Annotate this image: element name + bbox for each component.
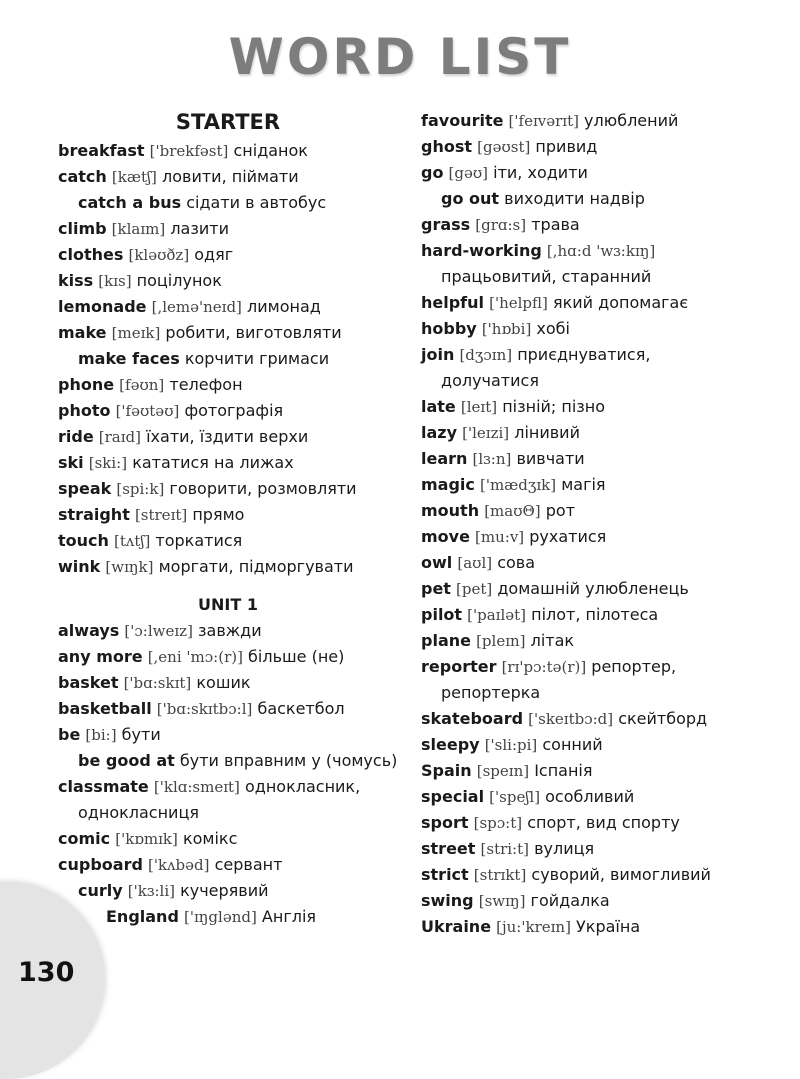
- translation: долучатися: [441, 371, 539, 390]
- word-entry: [58, 502, 398, 528]
- translation: пілот, пілотеса: [531, 605, 659, 624]
- transcription: [ski:]: [88, 454, 128, 472]
- word-entry: [58, 398, 398, 424]
- transcription: ['helpfl]: [489, 294, 548, 312]
- translation: їхати, їздити верхи: [146, 427, 309, 446]
- translation: привид: [535, 137, 598, 156]
- headword: cupboard: [58, 855, 143, 874]
- transcription: [swɪŋ]: [478, 892, 526, 910]
- translation: виходити надвір: [504, 189, 645, 208]
- headword: plane: [421, 631, 471, 650]
- headword: grass: [421, 215, 471, 234]
- transcription: ['speʃl]: [489, 788, 541, 806]
- word-entry: [421, 810, 781, 836]
- headword: sport: [421, 813, 469, 832]
- headword: learn: [421, 449, 468, 468]
- translation: особливий: [545, 787, 635, 806]
- translation: торкатися: [155, 531, 243, 550]
- word-entry: [421, 524, 781, 550]
- transcription: ['mædʒɪk]: [479, 476, 557, 494]
- transcription: ['bɑ:skɪtbɔ:l]: [156, 700, 253, 718]
- transcription: [lɜ:n]: [472, 450, 512, 468]
- word-entry: [58, 800, 398, 826]
- word-entry: [421, 472, 781, 498]
- translation: Україна: [576, 917, 641, 936]
- word-entry: [58, 216, 398, 242]
- translation: магія: [561, 475, 606, 494]
- transcription: [kləʊðz]: [128, 246, 190, 264]
- translation: пізній; пізно: [502, 397, 606, 416]
- headword: skateboard: [421, 709, 524, 728]
- transcription: [bi:]: [85, 726, 117, 744]
- transcription: ['klɑ:smeɪt]: [153, 778, 240, 796]
- translation: бути вправним у (чомусь): [179, 751, 398, 770]
- headword: kiss: [58, 271, 94, 290]
- word-entry: [58, 748, 398, 774]
- word-entry: [421, 628, 781, 654]
- transcription: [klaɪm]: [111, 220, 166, 238]
- translation: Англія: [261, 907, 317, 926]
- word-entry: [58, 878, 398, 904]
- word-entry: [421, 732, 781, 758]
- translation: улюблений: [584, 111, 679, 130]
- headword: climb: [58, 219, 107, 238]
- word-entry: [421, 680, 781, 706]
- translation: Іспанія: [534, 761, 593, 780]
- headword: any more: [58, 647, 143, 666]
- transcription: [dʒɔɪn]: [459, 346, 513, 364]
- word-entry: [58, 670, 398, 696]
- unit-1-word-list-continued: [421, 108, 781, 940]
- transcription: [wɪŋk]: [105, 558, 154, 576]
- word-entry: [421, 914, 781, 940]
- word-entry: [58, 476, 398, 502]
- word-entry: [421, 446, 781, 472]
- transcription: [streɪt]: [134, 506, 188, 524]
- transcription: ['hɒbi]: [481, 320, 532, 338]
- word-entry: [421, 862, 781, 888]
- headword: ride: [58, 427, 94, 446]
- headword: ghost: [421, 137, 473, 156]
- translation: літак: [530, 631, 575, 650]
- word-entry: [421, 264, 781, 290]
- headword: basketball: [58, 699, 152, 718]
- translation: завжди: [198, 621, 262, 640]
- headword: Spain: [421, 761, 472, 780]
- word-entry: [421, 368, 781, 394]
- translation: кучерявий: [180, 881, 269, 900]
- translation: однокласниця: [78, 803, 199, 822]
- translation: більше (не): [248, 647, 345, 666]
- right-column: [421, 108, 781, 940]
- word-entry: [421, 498, 781, 524]
- headword: curly: [78, 881, 123, 900]
- headword: catch: [58, 167, 107, 186]
- translation: репортерка: [441, 683, 541, 702]
- transcription: ['kɜ:li]: [127, 882, 175, 900]
- headword: magic: [421, 475, 475, 494]
- headword: be: [58, 725, 81, 744]
- headword: helpful: [421, 293, 485, 312]
- translation: сонний: [542, 735, 603, 754]
- word-entry: [421, 836, 781, 862]
- word-entry: [421, 706, 781, 732]
- transcription: [spi:k]: [116, 480, 165, 498]
- translation: сніданок: [233, 141, 308, 160]
- headword: catch a bus: [78, 193, 182, 212]
- translation: сова: [497, 553, 536, 572]
- headword: be good at: [78, 751, 175, 770]
- headword: pilot: [421, 605, 463, 624]
- headword: hard-working: [421, 241, 542, 260]
- headword: go: [421, 163, 444, 182]
- word-entry: [58, 904, 398, 930]
- translation: сервант: [214, 855, 283, 874]
- headword: ski: [58, 453, 84, 472]
- translation: робити, виготовляти: [165, 323, 342, 342]
- word-entry: [58, 644, 398, 670]
- headword: owl: [421, 553, 453, 572]
- word-entry: [58, 696, 398, 722]
- translation: бути: [121, 725, 161, 744]
- translation: суворий, вимогливий: [531, 865, 711, 884]
- section-heading-starter: STARTER: [175, 110, 281, 134]
- transcription: [speɪn]: [476, 762, 530, 780]
- translation: лінивий: [514, 423, 580, 442]
- transcription: [fəʊn]: [119, 376, 165, 394]
- translation: фотографія: [184, 401, 284, 420]
- translation: спорт, вид спорту: [527, 813, 680, 832]
- headword: go out: [441, 189, 500, 208]
- transcription: [tʌtʃ]: [114, 532, 151, 550]
- transcription: [ju:'kreɪn]: [496, 918, 571, 936]
- translation: говорити, розмовляти: [169, 479, 357, 498]
- starter-word-list: [58, 138, 398, 580]
- word-entry: [421, 602, 781, 628]
- transcription: [grɑ:s]: [475, 216, 527, 234]
- transcription: ['brekfəst]: [149, 142, 229, 160]
- word-entry: [421, 238, 781, 264]
- translation: сідати в автобус: [186, 193, 327, 212]
- transcription: ['bɑ:skɪt]: [123, 674, 192, 692]
- word-entry: [421, 576, 781, 602]
- headword: make: [58, 323, 107, 342]
- translation: який допомагає: [552, 293, 689, 312]
- transcription: [,eni 'mɔ:(r)]: [147, 648, 243, 666]
- word-entry: [421, 160, 781, 186]
- word-entry: [58, 164, 398, 190]
- transcription: ['skeɪtbɔ:d]: [528, 710, 614, 728]
- transcription: [stri:t]: [480, 840, 529, 858]
- word-entry: [421, 550, 781, 576]
- transcription: [,hɑ:d 'wɜ:kɪŋ]: [546, 242, 656, 260]
- word-entry: [58, 722, 398, 748]
- left-column: [58, 106, 398, 930]
- headword: speak: [58, 479, 112, 498]
- headword: touch: [58, 531, 109, 550]
- transcription: [kætʃ]: [111, 168, 157, 186]
- word-entry: [421, 186, 781, 212]
- transcription: ['ɔ:lweɪz]: [124, 622, 193, 640]
- word-entry: [421, 420, 781, 446]
- translation: вивчати: [516, 449, 585, 468]
- page-title: WORD LIST: [228, 28, 572, 86]
- translation: приєднуватися,: [517, 345, 651, 364]
- translation: рухатися: [529, 527, 607, 546]
- transcription: ['feɪvərɪt]: [508, 112, 579, 130]
- transcription: ['fəʊtəʊ]: [115, 402, 180, 420]
- word-entry: [421, 108, 781, 134]
- headword: hobby: [421, 319, 477, 338]
- word-entry: [421, 290, 781, 316]
- word-entry: [58, 190, 398, 216]
- translation: скейтборд: [618, 709, 708, 728]
- headword: reporter: [421, 657, 497, 676]
- translation: трава: [531, 215, 580, 234]
- translation: кошик: [196, 673, 251, 692]
- headword: join: [421, 345, 455, 364]
- translation: ловити, піймати: [162, 167, 299, 186]
- headword: make faces: [78, 349, 180, 368]
- translation: вулиця: [534, 839, 595, 858]
- translation: прямо: [192, 505, 245, 524]
- translation: домашній улюбленець: [497, 579, 689, 598]
- headword: lazy: [421, 423, 458, 442]
- headword: move: [421, 527, 470, 546]
- page-number: 130: [18, 957, 75, 988]
- headword: swing: [421, 891, 474, 910]
- transcription: [kɪs]: [98, 272, 132, 290]
- transcription: [gəʊst]: [477, 138, 531, 156]
- word-entry: [421, 212, 781, 238]
- section-heading-unit-1: UNIT 1: [198, 595, 258, 614]
- translation: поцілунок: [136, 271, 222, 290]
- headword: breakfast: [58, 141, 145, 160]
- headword: sleepy: [421, 735, 480, 754]
- word-entry: [58, 826, 398, 852]
- word-entry: [58, 618, 398, 644]
- headword: Ukraine: [421, 917, 492, 936]
- headword: comic: [58, 829, 111, 848]
- word-entry: [58, 242, 398, 268]
- word-entry: [58, 424, 398, 450]
- translation: репортер,: [591, 657, 677, 676]
- transcription: [aʊl]: [457, 554, 493, 572]
- headword: late: [421, 397, 456, 416]
- word-entry: [421, 758, 781, 784]
- translation: телефон: [169, 375, 243, 394]
- headword: basket: [58, 673, 119, 692]
- word-entry: [58, 554, 398, 580]
- headword: England: [106, 907, 179, 926]
- word-entry: [58, 450, 398, 476]
- word-entry: [421, 888, 781, 914]
- transcription: [strɪkt]: [473, 866, 527, 884]
- word-entry: [421, 654, 781, 680]
- headword: always: [58, 621, 120, 640]
- word-entry: [58, 320, 398, 346]
- transcription: [meɪk]: [111, 324, 161, 342]
- headword: strict: [421, 865, 469, 884]
- headword: phone: [58, 375, 115, 394]
- translation: кататися на лижах: [132, 453, 294, 472]
- transcription: [pleɪn]: [476, 632, 526, 650]
- word-entry: [421, 342, 781, 368]
- translation: одяг: [194, 245, 234, 264]
- translation: рот: [545, 501, 576, 520]
- headword: favourite: [421, 111, 504, 130]
- word-entry: [58, 294, 398, 320]
- word-entry: [421, 784, 781, 810]
- translation: баскетбол: [257, 699, 345, 718]
- translation: гойдалка: [530, 891, 610, 910]
- headword: special: [421, 787, 485, 806]
- headword: straight: [58, 505, 130, 524]
- word-entry: [58, 528, 398, 554]
- translation: однокласник,: [244, 777, 361, 796]
- transcription: ['sli:pi]: [484, 736, 538, 754]
- transcription: ['leɪzi]: [462, 424, 510, 442]
- word-entry: [58, 268, 398, 294]
- headword: street: [421, 839, 476, 858]
- headword: clothes: [58, 245, 124, 264]
- transcription: ['kɒmɪk]: [115, 830, 178, 848]
- transcription: [gəʊ]: [448, 164, 489, 182]
- transcription: [,lemə'neɪd]: [151, 298, 242, 316]
- transcription: [rɪ'pɔ:tə(r)]: [501, 658, 587, 676]
- headword: pet: [421, 579, 451, 598]
- translation: лазити: [170, 219, 229, 238]
- headword: mouth: [421, 501, 480, 520]
- transcription: [mu:v]: [475, 528, 525, 546]
- headword: wink: [58, 557, 101, 576]
- transcription: ['paɪlət]: [467, 606, 527, 624]
- translation: лимонад: [247, 297, 321, 316]
- word-entry: [58, 346, 398, 372]
- unit-1-word-list: [58, 618, 398, 930]
- word-entry: [58, 372, 398, 398]
- transcription: [maʊΘ]: [484, 502, 541, 520]
- word-entry: [58, 852, 398, 878]
- translation: хобі: [536, 319, 570, 338]
- word-entry: [58, 774, 398, 800]
- headword: lemonade: [58, 297, 147, 316]
- translation: працьовитий, старанний: [441, 267, 652, 286]
- word-entry: [421, 394, 781, 420]
- headword: classmate: [58, 777, 149, 796]
- translation: моргати, підморгувати: [158, 557, 354, 576]
- transcription: [pet]: [456, 580, 493, 598]
- translation: корчити гримаси: [184, 349, 330, 368]
- transcription: ['kʌbəd]: [148, 856, 210, 874]
- word-entry: [421, 316, 781, 342]
- transcription: [spɔ:t]: [473, 814, 523, 832]
- headword: photo: [58, 401, 111, 420]
- transcription: [leɪt]: [460, 398, 498, 416]
- transcription: [raɪd]: [98, 428, 141, 446]
- word-entry: [58, 138, 398, 164]
- transcription: ['ɪŋglənd]: [184, 908, 257, 926]
- translation: комікс: [182, 829, 238, 848]
- word-entry: [421, 134, 781, 160]
- translation: іти, ходити: [493, 163, 588, 182]
